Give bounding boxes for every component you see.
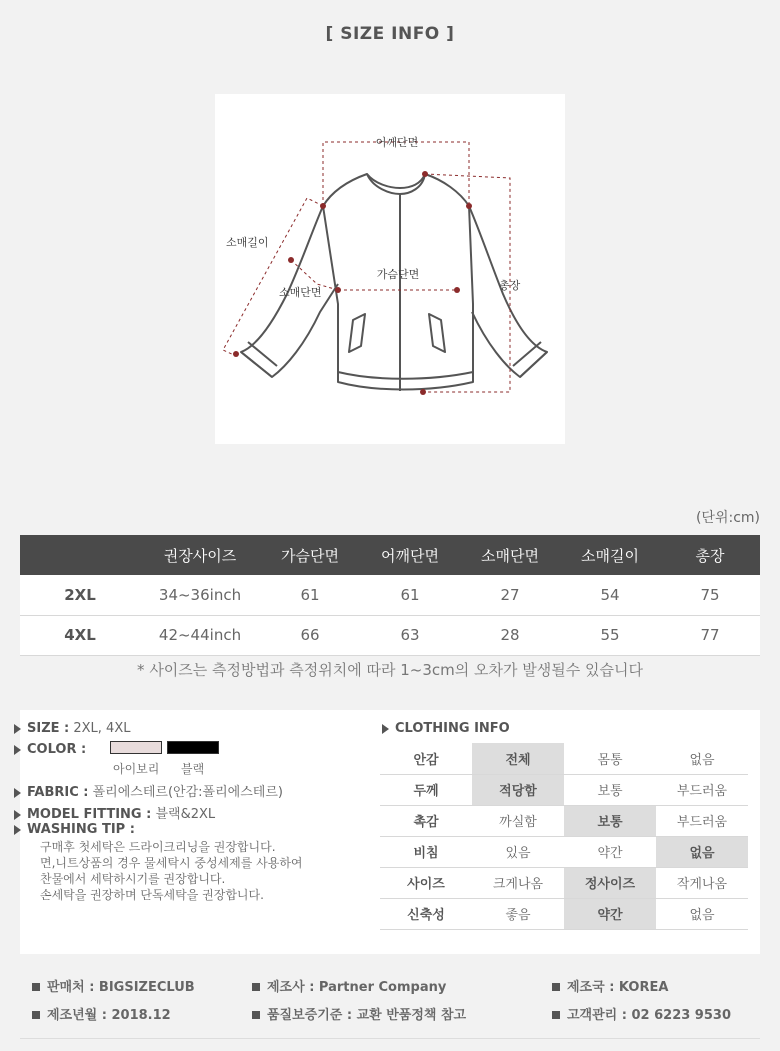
table-cell: 54	[560, 575, 660, 615]
clothing-option-selected: 정사이즈	[564, 867, 656, 898]
square-bullet-icon	[552, 983, 560, 991]
label-sleeve-width: 소매단면	[279, 286, 322, 299]
clothing-info-label: 두께	[380, 774, 472, 805]
clothing-option-selected: 보통	[564, 805, 656, 836]
table-cell: 55	[560, 615, 660, 655]
square-bullet-icon	[252, 1011, 260, 1019]
footer-cs	[552, 1004, 731, 1023]
header-cell: 권장사이즈	[140, 535, 260, 575]
clothing-option: 약간	[564, 836, 656, 867]
square-bullet-icon	[552, 1011, 560, 1019]
clothing-info-row	[380, 743, 748, 774]
footer-warranty	[252, 1004, 466, 1023]
size-cell: 2XL	[20, 575, 140, 615]
clothing-option: 없음	[656, 898, 748, 929]
triangle-bullet-icon	[14, 745, 21, 755]
clothing-option-selected: 약간	[564, 898, 656, 929]
clothing-option: 까실함	[472, 805, 564, 836]
clothing-info-row	[380, 836, 748, 867]
table-cell: 66	[260, 615, 360, 655]
clothing-info-title-text: CLOTHING INFO	[395, 721, 510, 736]
fabric-value: 폴리에스테르(안감:폴리에스테르)	[92, 785, 283, 800]
table-cell: 34~36inch	[140, 575, 260, 615]
clothing-option: 작게나옴	[656, 867, 748, 898]
table-cell: 61	[360, 575, 460, 615]
clothing-option: 없음	[656, 743, 748, 774]
square-bullet-icon	[32, 1011, 40, 1019]
header-cell: 총장	[660, 535, 760, 575]
color-swatch-black	[167, 741, 219, 754]
clothing-option-selected: 전체	[472, 743, 564, 774]
washing-line: 손세탁을 권장하며 단독세탁을 권장합니다.	[40, 888, 264, 902]
measurement-note: * 사이즈는 측정방법과 측정위치에 따라 1~3cm의 오차가 발생될수 있습니다	[137, 661, 643, 679]
model-fitting-label: MODEL FITTING :	[27, 807, 152, 822]
clothing-info-label: 촉감	[380, 805, 472, 836]
page-title: [ SIZE INFO ]	[325, 24, 455, 44]
footer-divider	[20, 1038, 760, 1039]
clothing-info-label: 사이즈	[380, 867, 472, 898]
size-table	[20, 535, 760, 656]
clothing-info-row	[380, 898, 748, 929]
clothing-info-title	[382, 721, 510, 736]
model-fitting-value: 블랙&2XL	[155, 807, 216, 822]
clothing-option: 보통	[564, 774, 656, 805]
clothing-option: 크게나옴	[472, 867, 564, 898]
clothing-info-label: 신축성	[380, 898, 472, 929]
color-name-black: 블랙	[181, 762, 205, 776]
washing-tip-text	[40, 839, 303, 903]
header-cell: 소매단면	[460, 535, 560, 575]
clothing-info-label: 비침	[380, 836, 472, 867]
color-label: COLOR :	[27, 742, 87, 757]
clothing-info-row	[380, 805, 748, 836]
triangle-bullet-icon	[14, 788, 21, 798]
clothing-option-selected: 적당함	[472, 774, 564, 805]
footer-date-text: 제조년월 : 2018.12	[47, 1008, 171, 1023]
clothing-info-table	[380, 743, 748, 930]
triangle-bullet-icon	[14, 825, 21, 835]
table-cell: 42~44inch	[140, 615, 260, 655]
label-shoulder: 어깨단면	[375, 136, 419, 149]
footer-cs-text: 고객관리 : 02 6223 9530	[567, 1008, 731, 1023]
clothing-option-selected: 없음	[656, 836, 748, 867]
size-cell: 4XL	[20, 615, 140, 655]
footer-seller-text: 판매처 : BIGSIZECLUB	[47, 980, 195, 995]
triangle-bullet-icon	[14, 810, 21, 820]
clothing-option: 몸통	[564, 743, 656, 774]
table-cell: 61	[260, 575, 360, 615]
unit-label: (단위:cm)	[695, 510, 760, 526]
color-swatch-ivory	[110, 741, 162, 754]
table-cell: 75	[660, 575, 760, 615]
triangle-bullet-icon	[382, 724, 389, 734]
jacket-illustration	[215, 94, 565, 444]
clothing-info-label: 안감	[380, 743, 472, 774]
footer-warranty-text: 품질보증기준 : 교환 반품정책 참고	[267, 1008, 467, 1023]
washing-line: 구매후 첫세탁은 드라이크리닝을 권장합니다.	[40, 840, 276, 854]
table-row	[20, 615, 760, 655]
clothing-option: 부드러움	[656, 805, 748, 836]
size-value: 2XL, 4XL	[73, 721, 131, 736]
clothing-option: 부드러움	[656, 774, 748, 805]
color-info-row	[14, 742, 86, 757]
header-cell	[20, 535, 140, 575]
size-label: SIZE :	[27, 721, 70, 736]
clothing-option: 좋음	[472, 898, 564, 929]
table-cell: 63	[360, 615, 460, 655]
clothing-info-row	[380, 867, 748, 898]
header-cell: 소매길이	[560, 535, 660, 575]
label-total-length: 총장	[499, 279, 521, 292]
table-cell: 28	[460, 615, 560, 655]
size-table-header	[20, 535, 760, 575]
header-cell: 어깨단면	[360, 535, 460, 575]
washing-tip-row	[14, 822, 135, 837]
footer-seller	[32, 976, 195, 995]
label-sleeve-length: 소매길이	[226, 236, 269, 249]
model-fitting-row	[14, 803, 215, 822]
washing-tip-label: WASHING TIP :	[27, 822, 135, 837]
clothing-option: 있음	[472, 836, 564, 867]
triangle-bullet-icon	[14, 724, 21, 734]
footer-maker-text: 제조사 : Partner Company	[267, 980, 447, 995]
table-cell: 27	[460, 575, 560, 615]
fabric-info-row	[14, 781, 283, 800]
table-cell: 77	[660, 615, 760, 655]
color-name-ivory: 아이보리	[113, 762, 160, 776]
fabric-label: FABRIC :	[27, 785, 89, 800]
washing-line: 면,니트상품의 경우 물세탁시 중성세제를 사용하여	[40, 856, 303, 870]
footer-country-text: 제조국 : KOREA	[567, 980, 669, 995]
square-bullet-icon	[32, 983, 40, 991]
label-chest: 가슴단면	[376, 268, 420, 281]
clothing-info-row	[380, 774, 748, 805]
jacket-measurement-diagram	[215, 94, 565, 444]
footer-date	[32, 1004, 171, 1023]
table-row	[20, 575, 760, 615]
washing-line: 찬물에서 세탁하시기를 권장합니다.	[40, 872, 226, 886]
footer-maker	[252, 976, 446, 995]
header-cell: 가슴단면	[260, 535, 360, 575]
square-bullet-icon	[252, 983, 260, 991]
size-info-row	[14, 721, 130, 736]
footer-country	[552, 976, 668, 995]
